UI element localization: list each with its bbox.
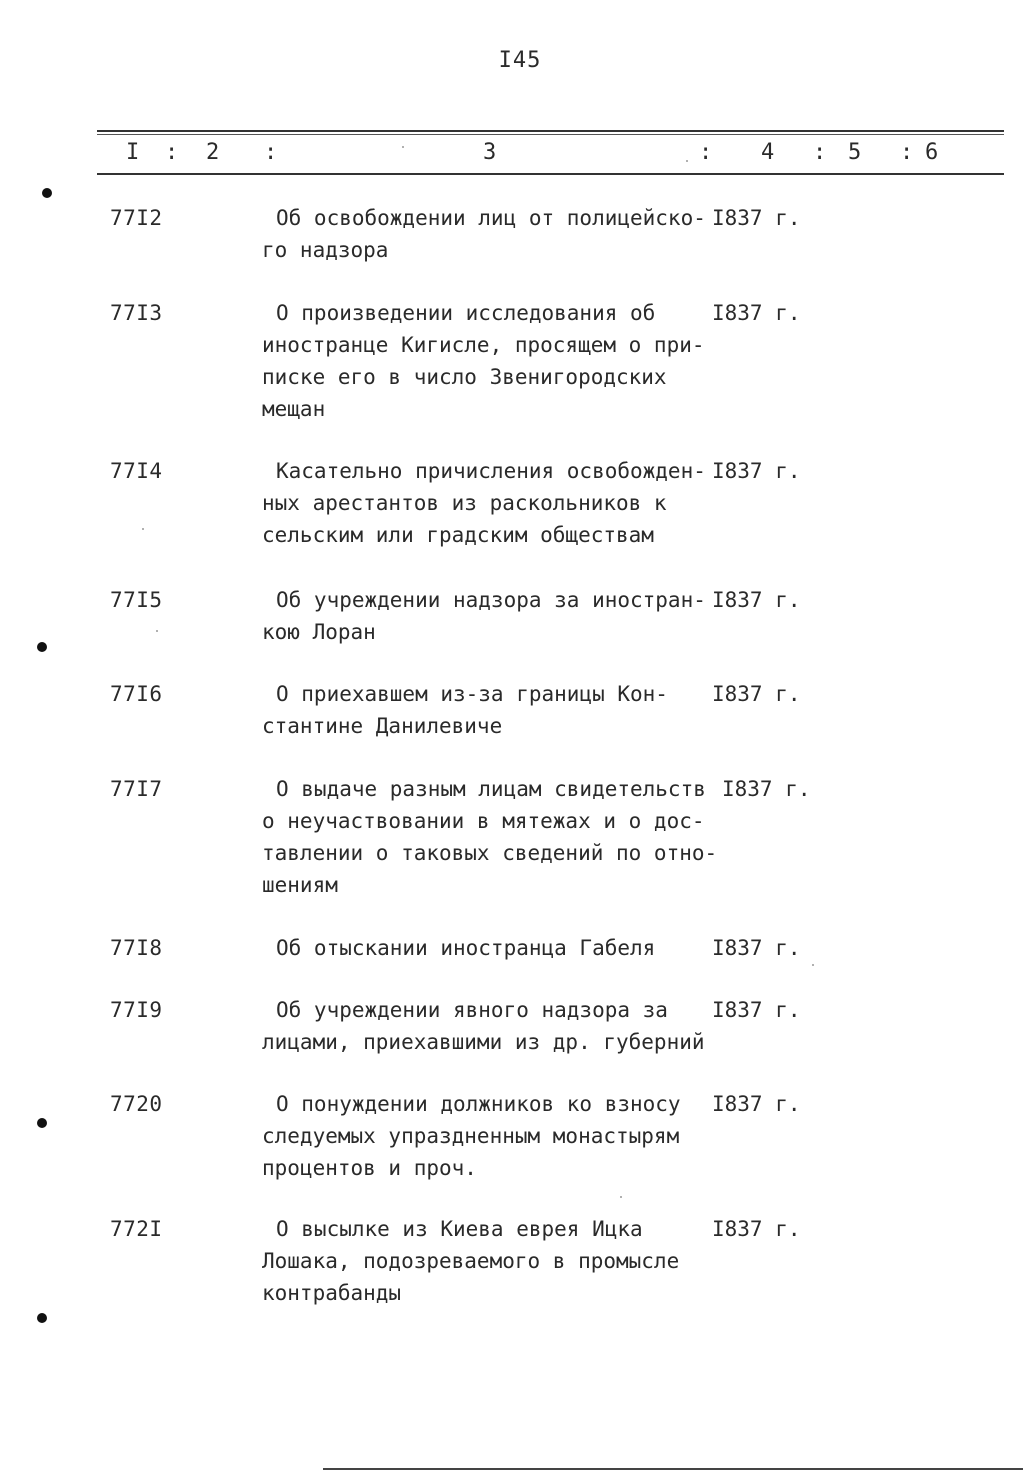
description-line: мещан xyxy=(262,397,326,421)
description-line: О приехавшем из-за границы Кон- xyxy=(276,682,668,706)
row-date: I837 г. xyxy=(712,588,801,612)
row-date: I837 г. xyxy=(722,777,811,801)
row-description xyxy=(262,932,702,964)
row-description xyxy=(262,202,706,266)
description-line: писке его в число Звенигородских xyxy=(262,365,667,389)
row-description xyxy=(262,994,705,1058)
scan-speck xyxy=(142,528,144,530)
row-number: 77I5 xyxy=(110,588,163,612)
description-line: сельским или градским обществам xyxy=(262,523,654,547)
header-rule-top-inner xyxy=(97,134,1004,135)
description-line: стантине Данилевиче xyxy=(262,714,503,738)
row-description xyxy=(262,297,705,425)
description-line: следуемых упраздненным монастырям xyxy=(262,1124,680,1148)
row-description xyxy=(262,1088,702,1184)
description-line: контрабанды xyxy=(262,1281,402,1305)
footer-rule xyxy=(323,1468,1023,1470)
row-description xyxy=(262,1213,702,1309)
description-line: иностранце Кигисле, просящем о при- xyxy=(262,333,705,357)
binder-hole xyxy=(37,642,47,652)
header-col6: 6 xyxy=(925,140,939,165)
description-line: ных арестантов из раскольников к xyxy=(262,491,667,515)
binder-hole xyxy=(37,1313,47,1323)
row-date: I837 г. xyxy=(712,1092,801,1116)
header-sep2: : xyxy=(264,140,278,165)
row-number: 77I8 xyxy=(110,936,163,960)
row-number: 77I7 xyxy=(110,777,163,801)
description-line: Об освобождении лиц от полицейско- xyxy=(276,206,706,230)
row-date: I837 г. xyxy=(712,459,801,483)
header-sep4: : xyxy=(813,140,827,165)
scan-speck xyxy=(402,146,404,148)
row-number: 77I2 xyxy=(110,206,163,230)
description-line: О понуждении должников ко взносу xyxy=(276,1092,681,1116)
header-sep5: : xyxy=(900,140,914,165)
header-rule-top xyxy=(97,130,1004,132)
scan-speck xyxy=(686,160,688,162)
description-line: шениям xyxy=(262,873,338,897)
row-number: 7720 xyxy=(110,1092,163,1116)
binder-hole xyxy=(42,188,52,198)
scan-speck xyxy=(620,1196,622,1198)
description-line: го надзора xyxy=(262,238,389,262)
header-sep3: : xyxy=(699,140,713,165)
row-description xyxy=(262,584,706,648)
row-date: I837 г. xyxy=(712,998,801,1022)
scan-speck xyxy=(812,964,814,966)
description-line: О высылке из Киева еврея Ицка xyxy=(276,1217,643,1241)
row-number: 77I3 xyxy=(110,301,163,325)
row-number: 772I xyxy=(110,1217,163,1241)
description-line: Касательно причисления освобожден- xyxy=(276,459,706,483)
description-line: О произведении исследования об xyxy=(276,301,656,325)
header-col4: 4 xyxy=(761,140,775,165)
row-number: 77I4 xyxy=(110,459,163,483)
row-number: 77I6 xyxy=(110,682,163,706)
row-date: I837 г. xyxy=(712,682,801,706)
row-description xyxy=(262,678,702,742)
binder-hole xyxy=(37,1118,47,1128)
description-line: процентов и проч. xyxy=(262,1156,477,1180)
row-date: I837 г. xyxy=(712,206,801,230)
header-col3: 3 xyxy=(483,140,497,165)
header-col5: 5 xyxy=(848,140,862,165)
header-col2: 2 xyxy=(206,140,220,165)
description-line: кою Лоран xyxy=(262,620,376,644)
header-col1: I xyxy=(126,140,140,165)
row-description xyxy=(262,773,718,901)
description-line: лицами, приехавшими из др. губерний xyxy=(262,1030,705,1054)
description-line: Об отыскании иностранца Габеля xyxy=(276,936,656,960)
description-line: О выдаче разным лицам свидетельств xyxy=(276,777,706,801)
description-line: Об учреждении надзора за иностран- xyxy=(276,588,706,612)
row-date: I837 г. xyxy=(712,1217,801,1241)
row-description xyxy=(262,455,706,551)
description-line: о неучаствовании в мятежах и о дос- xyxy=(262,809,705,833)
row-number: 77I9 xyxy=(110,998,163,1022)
description-line: тавлении о таковых сведений по отно- xyxy=(262,841,718,865)
scan-speck xyxy=(156,630,158,632)
description-line: Лошака, подозреваемого в промысле xyxy=(262,1249,680,1273)
description-line: Об учреждении явного надзора за xyxy=(276,998,668,1022)
row-date: I837 г. xyxy=(712,301,801,325)
row-date: I837 г. xyxy=(712,936,801,960)
header-sep1: : xyxy=(165,140,179,165)
header-rule-bottom xyxy=(97,173,1004,175)
page-number: I45 xyxy=(498,48,542,73)
